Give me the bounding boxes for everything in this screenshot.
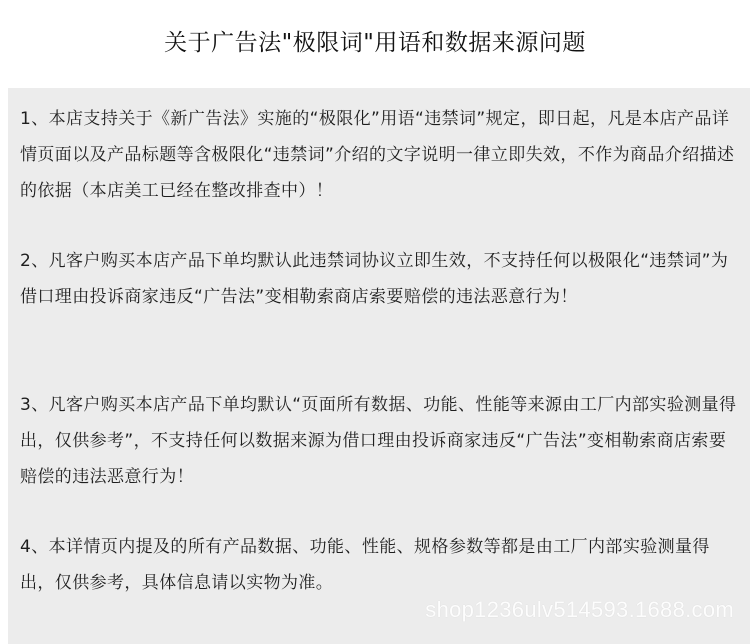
- paragraph-3: 3、凡客户购买本店产品下单均默认“页面所有数据、功能、性能等来源由工厂内部实验测量得出，仅供参考”，不支持任何以数据来源为借口理由投诉商家违反“广告法”变相勒索商店索要赔偿的违法恶意行为！: [20, 395, 737, 487]
- page-title: 关于广告法"极限词"用语和数据来源问题: [164, 30, 586, 56]
- paragraph-1: 1、本店支持关于《新广告法》实施的“极限化”用语“违禁词”规定，即日起，凡是本店产品详情页面以及产品标题等含极限化“违禁词”介绍的文字说明一律立即失效，不作为商品介绍描述的依据（本店美工已经在整改排查中）！: [20, 109, 735, 201]
- paragraph-4: 4、本详情页内提及的所有产品数据、功能、性能、规格参数等都是由工厂内部实验测量得出，仅供参考，具体信息请以实物为准。: [20, 537, 710, 593]
- store-watermark: shop1236ulv514593.1688.com: [425, 597, 734, 622]
- header: [0, 0, 750, 88]
- paragraph-2: 2、凡客户购买本店产品下单均默认此违禁词协议立即生效，不支持任何以极限化“违禁词”为借口理由投诉商家违反“广告法”变相勒索商店索要赔偿的违法恶意行为！: [20, 251, 729, 307]
